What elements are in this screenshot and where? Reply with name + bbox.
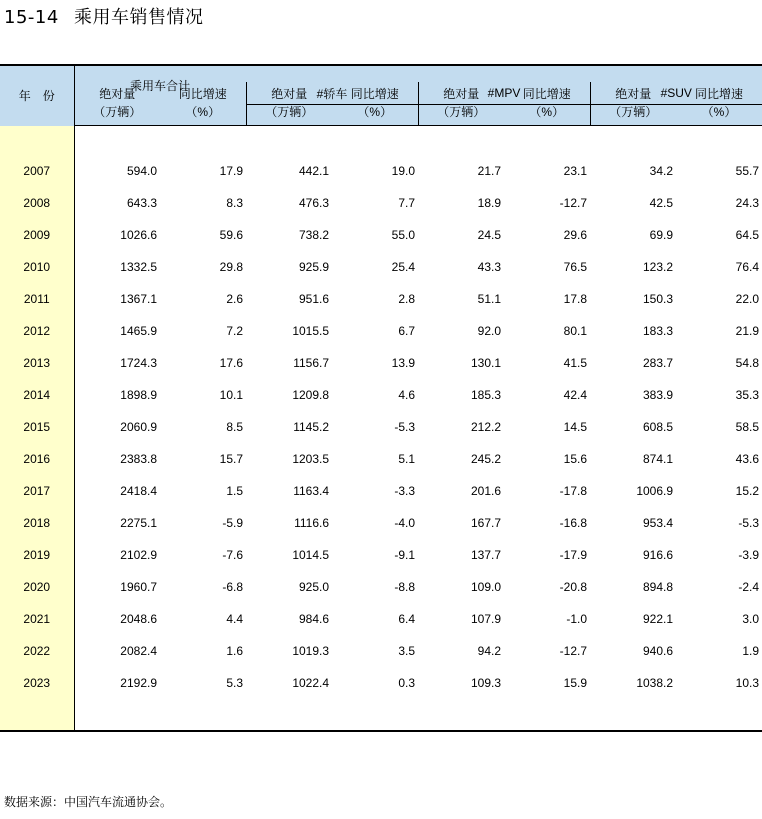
year-cell: 2009 [0, 219, 74, 251]
absolute-volume-cell: 18.9 [477, 196, 502, 210]
yoy-growth-unit: （%） [701, 105, 737, 119]
table-row [0, 315, 762, 347]
yoy-growth-cell: 15.7 [219, 452, 244, 466]
absolute-volume-unit: （万辆） [609, 105, 658, 119]
yoy-growth-cell: 15.2 [735, 484, 760, 498]
yoy-growth-cell: 55.7 [735, 164, 760, 178]
yoy-growth-cell: 10.1 [219, 388, 244, 402]
absolute-volume-cell: 167.7 [470, 516, 502, 530]
absolute-volume-cell: 283.7 [642, 356, 674, 370]
absolute-volume-cell: 1209.8 [292, 388, 330, 402]
yoy-growth-cell: 76.4 [735, 260, 760, 274]
absolute-volume-label: 绝对量 [615, 87, 652, 101]
group-header-suv: #SUV [590, 82, 762, 105]
table-row [0, 251, 762, 283]
table-row [0, 603, 762, 635]
absolute-volume-cell: 201.6 [470, 484, 502, 498]
absolute-volume-cell: 940.6 [642, 644, 674, 658]
absolute-volume-header [246, 87, 332, 126]
table-row [0, 347, 762, 379]
table-row [0, 507, 762, 539]
absolute-volume-label: 绝对量 [99, 86, 136, 101]
absolute-volume-header [74, 86, 160, 126]
absolute-volume-cell: 2082.4 [120, 644, 157, 658]
yoy-growth-cell: 17.8 [563, 292, 588, 306]
spacer-row [0, 699, 762, 731]
absolute-volume-cell: 925.9 [298, 260, 330, 274]
year-column-header: 年 份 [0, 65, 74, 126]
yoy-growth-cell: -7.6 [222, 548, 244, 562]
absolute-volume-cell: 1465.9 [120, 324, 157, 338]
year-cell: 2013 [0, 347, 74, 379]
year-cell: 2019 [0, 539, 74, 571]
yoy-growth-label: 同比增速 [178, 86, 227, 101]
yoy-growth-cell: -5.3 [738, 516, 760, 530]
sales-table [0, 64, 762, 732]
yoy-growth-cell: -9.1 [394, 548, 416, 562]
absolute-volume-unit: （万辆） [265, 105, 314, 119]
absolute-volume-cell: 608.5 [642, 420, 674, 434]
group-header-mpv: #MPV [418, 82, 590, 105]
table-row [0, 219, 762, 251]
year-cell: 2016 [0, 443, 74, 475]
absolute-volume-cell: 69.9 [649, 228, 674, 242]
absolute-volume-cell: 1156.7 [293, 356, 330, 370]
table-row [0, 187, 762, 219]
yoy-growth-header [332, 87, 418, 126]
year-cell: 2023 [0, 667, 74, 699]
yoy-growth-cell: 29.6 [563, 228, 588, 242]
yoy-growth-cell: 35.3 [735, 388, 760, 402]
yoy-growth-label: 同比增速 [522, 87, 571, 101]
yoy-growth-cell: -17.9 [559, 548, 588, 562]
absolute-volume-cell: 150.3 [642, 292, 674, 306]
yoy-growth-cell: 17.9 [219, 164, 244, 178]
yoy-growth-cell: 29.8 [219, 260, 244, 274]
year-cell: 2008 [0, 187, 74, 219]
absolute-volume-cell: 43.3 [477, 260, 502, 274]
yoy-growth-cell: -6.8 [222, 580, 244, 594]
year-cell: 2012 [0, 315, 74, 347]
table-header [0, 65, 762, 126]
yoy-growth-cell: -20.8 [559, 580, 588, 594]
absolute-volume-cell: 1015.5 [292, 324, 330, 338]
yoy-growth-cell: 1.5 [226, 484, 244, 498]
absolute-volume-cell: 894.8 [642, 580, 674, 594]
absolute-volume-cell: 1014.5 [292, 548, 330, 562]
yoy-growth-cell: 4.4 [226, 612, 244, 626]
absolute-volume-cell: 109.0 [470, 580, 502, 594]
yoy-growth-cell: 5.3 [226, 676, 244, 690]
yoy-growth-cell: 6.4 [398, 612, 416, 626]
table-row [0, 411, 762, 443]
yoy-growth-cell: 58.5 [735, 420, 760, 434]
table-title: 乘用车销售情况 [74, 7, 204, 28]
table-row [0, 155, 762, 187]
absolute-volume-cell: 21.7 [477, 164, 502, 178]
yoy-growth-cell: 2.6 [226, 292, 244, 306]
absolute-volume-cell: 2192.9 [120, 676, 157, 690]
absolute-volume-cell: 476.3 [298, 196, 330, 210]
absolute-volume-cell: 24.5 [477, 228, 502, 242]
yoy-growth-cell: 8.5 [226, 420, 244, 434]
year-cell: 2014 [0, 379, 74, 411]
yoy-growth-cell: -4.0 [394, 516, 416, 530]
absolute-volume-label: 绝对量 [443, 87, 480, 101]
absolute-volume-cell: 1898.9 [120, 388, 157, 402]
yoy-growth-cell: 80.1 [563, 324, 588, 338]
absolute-volume-cell: 92.0 [477, 324, 502, 338]
yoy-growth-cell: 0.3 [398, 676, 416, 690]
yoy-growth-cell: 1.6 [226, 644, 244, 658]
absolute-volume-cell: 2383.8 [120, 452, 157, 466]
absolute-volume-cell: 594.0 [126, 164, 157, 178]
yoy-growth-cell: 7.2 [226, 324, 244, 338]
absolute-volume-cell: 925.0 [298, 580, 330, 594]
yoy-growth-cell: -12.7 [559, 196, 588, 210]
absolute-volume-cell: 1006.9 [636, 484, 674, 498]
absolute-volume-cell: 953.4 [642, 516, 674, 530]
yoy-growth-cell: -16.8 [559, 516, 588, 530]
group-header-sedan: #轿车 [246, 82, 418, 105]
yoy-growth-cell: -17.8 [559, 484, 588, 498]
yoy-growth-label: 同比增速 [350, 87, 399, 101]
year-cell: 2011 [0, 283, 74, 315]
yoy-growth-unit: （%） [357, 105, 393, 119]
yoy-growth-cell: -5.3 [394, 420, 416, 434]
absolute-volume-cell: 1367.1 [120, 292, 157, 306]
yoy-growth-cell: -5.9 [222, 516, 244, 530]
table-row [0, 283, 762, 315]
yoy-growth-cell: 5.1 [398, 452, 416, 466]
absolute-volume-cell: 109.3 [470, 676, 502, 690]
absolute-volume-cell: 183.3 [642, 324, 674, 338]
yoy-growth-cell: 64.5 [735, 228, 760, 242]
page-title [4, 4, 204, 32]
absolute-volume-cell: 2048.6 [120, 612, 157, 626]
table-row [0, 571, 762, 603]
yoy-growth-header [160, 86, 246, 126]
yoy-growth-cell: -1.0 [566, 612, 588, 626]
absolute-volume-cell: 738.2 [298, 228, 330, 242]
absolute-volume-cell: 137.7 [470, 548, 502, 562]
yoy-growth-cell: 2.8 [398, 292, 416, 306]
absolute-volume-header [590, 87, 676, 126]
yoy-growth-cell: 25.4 [391, 260, 416, 274]
absolute-volume-cell: 123.2 [642, 260, 674, 274]
absolute-volume-cell: 1116.6 [294, 516, 330, 530]
yoy-growth-header [504, 87, 590, 126]
table-row [0, 475, 762, 507]
yoy-growth-cell: 7.7 [398, 196, 416, 210]
yoy-growth-cell: 41.5 [563, 356, 588, 370]
absolute-volume-cell: 1163.4 [293, 484, 330, 498]
absolute-volume-cell: 1145.2 [293, 420, 330, 434]
year-cell: 2015 [0, 411, 74, 443]
table-number: 15-14 [4, 7, 59, 28]
absolute-volume-cell: 2418.4 [120, 484, 157, 498]
absolute-volume-cell: 42.5 [649, 196, 674, 210]
absolute-volume-cell: 34.2 [649, 164, 674, 178]
yoy-growth-cell: 43.6 [735, 452, 760, 466]
table-row [0, 635, 762, 667]
table-row [0, 667, 762, 699]
yoy-growth-cell: 42.4 [563, 388, 588, 402]
absolute-volume-cell: 1332.5 [120, 260, 157, 274]
yoy-growth-cell: -12.7 [559, 644, 588, 658]
yoy-growth-cell: -2.4 [738, 580, 760, 594]
absolute-volume-cell: 185.3 [470, 388, 502, 402]
absolute-volume-cell: 442.1 [298, 164, 330, 178]
year-cell: 2017 [0, 475, 74, 507]
group-header-total: 乘用车合计 [74, 65, 246, 105]
absolute-volume-cell: 951.6 [298, 292, 330, 306]
yoy-growth-unit: （%） [185, 104, 221, 119]
spacer-row [0, 126, 762, 156]
yoy-growth-cell: 15.6 [563, 452, 588, 466]
absolute-volume-cell: 383.9 [642, 388, 674, 402]
absolute-volume-cell: 1203.5 [292, 452, 330, 466]
absolute-volume-cell: 107.9 [470, 612, 502, 626]
absolute-volume-cell: 1019.3 [292, 644, 330, 658]
yoy-growth-cell: 6.7 [398, 324, 416, 338]
table-body [0, 126, 762, 732]
yoy-growth-cell: 76.5 [563, 260, 588, 274]
absolute-volume-cell: 1724.3 [120, 356, 157, 370]
table-row [0, 443, 762, 475]
yoy-growth-cell: 22.0 [735, 292, 760, 306]
absolute-volume-cell: 94.2 [477, 644, 502, 658]
yoy-growth-cell: -3.3 [394, 484, 416, 498]
absolute-volume-cell: 2275.1 [120, 516, 157, 530]
yoy-growth-cell: 17.6 [219, 356, 244, 370]
source-note: 数据来源：中国汽车流通协会。 [4, 795, 173, 809]
year-cell: 2018 [0, 507, 74, 539]
absolute-volume-cell: 51.1 [477, 292, 502, 306]
yoy-growth-cell: 14.5 [563, 420, 588, 434]
yoy-growth-cell: 4.6 [398, 388, 416, 402]
yoy-growth-cell: 19.0 [391, 164, 416, 178]
absolute-volume-cell: 130.1 [470, 356, 502, 370]
absolute-volume-cell: 916.6 [642, 548, 674, 562]
yoy-growth-cell: 55.0 [391, 228, 416, 242]
table-row [0, 539, 762, 571]
yoy-growth-cell: 1.9 [742, 644, 760, 658]
absolute-volume-cell: 2102.9 [120, 548, 157, 562]
year-cell: 2022 [0, 635, 74, 667]
yoy-growth-cell: 3.5 [398, 644, 416, 658]
yoy-growth-cell: 59.6 [219, 228, 244, 242]
yoy-growth-cell: 24.3 [735, 196, 760, 210]
yoy-growth-header [676, 87, 762, 126]
yoy-growth-cell: 10.3 [735, 676, 760, 690]
absolute-volume-cell: 874.1 [642, 452, 674, 466]
absolute-volume-label: 绝对量 [271, 87, 308, 101]
absolute-volume-cell: 212.2 [470, 420, 502, 434]
absolute-volume-cell: 1038.2 [636, 676, 674, 690]
absolute-volume-cell: 245.2 [470, 452, 502, 466]
year-cell: 2010 [0, 251, 74, 283]
year-cell: 2020 [0, 571, 74, 603]
absolute-volume-cell: 922.1 [642, 612, 674, 626]
yoy-growth-cell: -3.9 [738, 548, 760, 562]
yoy-growth-cell: 3.0 [742, 612, 760, 626]
yoy-growth-cell: 21.9 [735, 324, 760, 338]
yoy-growth-label: 同比增速 [695, 87, 744, 101]
year-cell: 2021 [0, 603, 74, 635]
yoy-growth-cell: 23.1 [563, 164, 588, 178]
absolute-volume-cell: 1026.6 [120, 228, 157, 242]
absolute-volume-cell: 1960.7 [120, 580, 157, 594]
yoy-growth-cell: 15.9 [563, 676, 588, 690]
absolute-volume-header [418, 87, 504, 126]
absolute-volume-cell: 2060.9 [120, 420, 157, 434]
yoy-growth-cell: -8.8 [394, 580, 416, 594]
subheader-row [0, 105, 762, 126]
yoy-growth-cell: 54.8 [735, 356, 760, 370]
absolute-volume-cell: 1022.4 [292, 676, 330, 690]
yoy-growth-cell: 8.3 [226, 196, 244, 210]
absolute-volume-cell: 643.3 [126, 196, 157, 210]
yoy-growth-unit: （%） [529, 105, 565, 119]
year-cell: 2007 [0, 155, 74, 187]
absolute-volume-unit: （万辆） [93, 104, 142, 119]
absolute-volume-cell: 984.6 [298, 612, 330, 626]
yoy-growth-cell: 13.9 [391, 356, 416, 370]
absolute-volume-unit: （万辆） [437, 105, 486, 119]
table-row [0, 379, 762, 411]
